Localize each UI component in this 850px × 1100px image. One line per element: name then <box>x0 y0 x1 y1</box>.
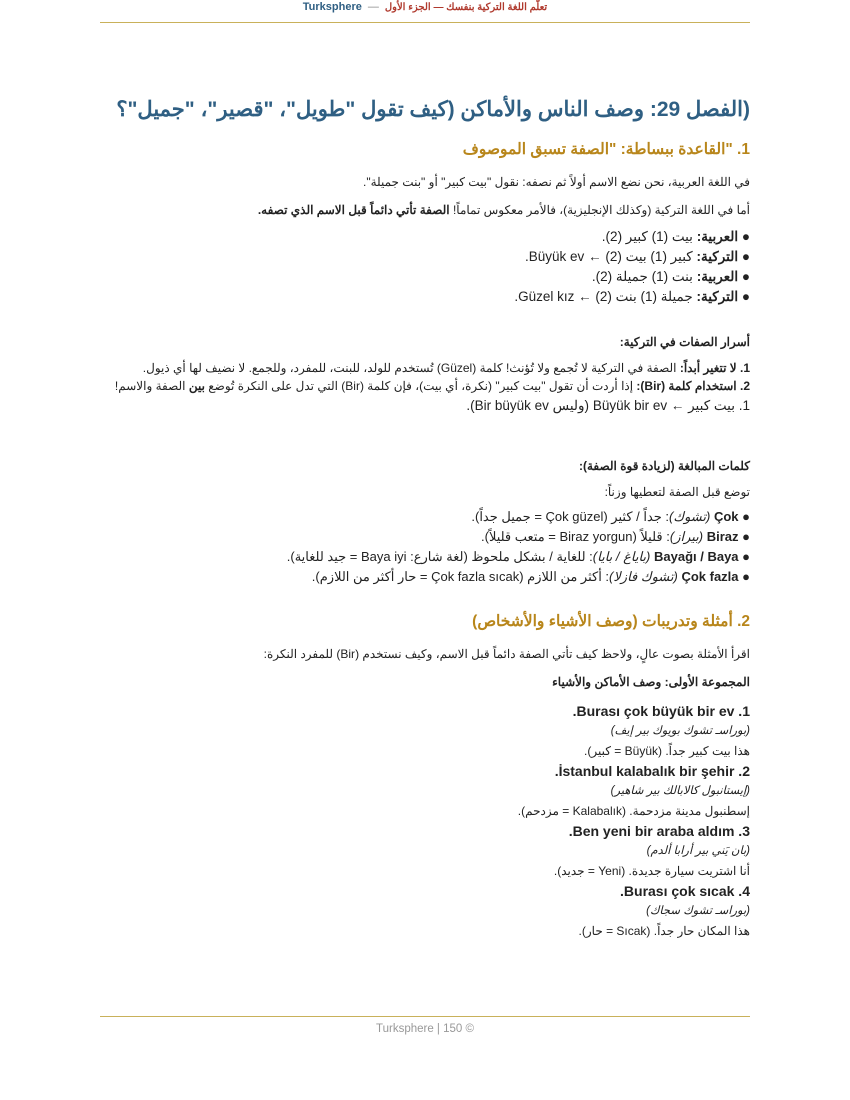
arabic-translation: هذا المكان حار جداً. (Sıcak = حار). <box>578 924 750 938</box>
header-brand: Turksphere <box>302 1 362 13</box>
rule-example <box>100 247 750 267</box>
intensity-phonetic: (تشوك فازلا) <box>609 569 682 584</box>
intensity-title: كلمات المبالغة (لزيادة قوة الصفة): <box>578 459 750 473</box>
section1-title: 1. "القاعدة ببساطة: "الصفة تسبق الموصوف <box>462 141 750 158</box>
arabic-translation: هذا بيت كبير جداً. (Büyük = كبير). <box>584 744 750 758</box>
intensity-phonetic: (بيراز) <box>669 529 707 544</box>
intensity-text: : قليلاً (Biraz yorgun = متعب قليلاً). <box>481 529 670 544</box>
rule-example-label: ● التركية: <box>696 289 750 304</box>
secret-2-label: 2. استخدام كلمة (Bir): <box>636 379 750 393</box>
secret-1 <box>100 359 750 377</box>
intensity-list <box>100 507 750 587</box>
rule-example-text: بيت (1) كبير (2). <box>601 229 697 244</box>
practice-example <box>100 881 750 941</box>
intensity-text: : جداً / كثير (Çok güzel = جميل جداً). <box>471 509 670 524</box>
practice-example <box>100 701 750 761</box>
page-header <box>100 0 750 23</box>
intensity-text: : أكثر من اللازم (Çok fazla sıcak = حار أكثر من اللازم). <box>311 569 610 584</box>
secret-2 <box>100 377 750 395</box>
intensity-word: ● Çok fazla <box>681 569 750 584</box>
section1-paragraph-1: في اللغة العربية، نحن نضع الاسم أولاً ثم نصفه: نقول "بيت كبير" أو "بنت جميلة". <box>363 175 750 189</box>
arabic-translation: أنا اشتريت سيارة جديدة. (Yeni = جديد). <box>553 864 750 878</box>
secret-1-label: 1. لا تتغير أبداً: <box>679 361 750 375</box>
intensity-text: : للغاية / بشكل ملحوظ (لغة شارع: Baya iyi = جيد للغاية). <box>286 549 593 564</box>
header-separator: — <box>367 1 379 13</box>
phonetic-transcription: (بوراسـ تشوك سجاك) <box>646 905 750 917</box>
rule-example <box>100 287 750 307</box>
intensity-item <box>100 527 750 547</box>
header-subtitle: تعلّم اللغة التركية بنفسك — الجزء الأول <box>384 2 548 13</box>
rule-example-label: ● التركية: <box>696 249 750 264</box>
phonetic-transcription: (بوراسـ تشوك بويوك بير إيف) <box>610 725 750 737</box>
section2-intro: اقرأ الأمثلة بصوت عالٍ، ولاحظ كيف تأتي الصفة دائماً قبل الاسم، وكيف نستخدم (Bir) للمفرد النكرة: <box>263 647 750 661</box>
practice-example <box>100 761 750 821</box>
intensity-item <box>100 547 750 567</box>
section2-title: 2. أمثلة وتدريبات (وصف الأشياء والأشخاص) <box>472 613 750 630</box>
secrets-title: أسرار الصفات في التركية: <box>619 335 750 349</box>
group-title: المجموعة الأولى: وصف الأماكن والأشياء <box>552 675 750 689</box>
rule-examples-list <box>100 227 750 307</box>
intensity-intro: توضع قبل الصفة لتعطيها وزناً: <box>604 485 750 499</box>
rule-example <box>100 227 750 247</box>
rule-example-text: كبير (1) بيت (2) ← Büyük ev. <box>525 249 697 264</box>
rule-example-text: جميلة (1) بنت (2) ← Güzel kız. <box>514 289 697 304</box>
turkish-sentence: 2. İstanbul kalabalık bir şehir. <box>554 763 750 779</box>
intensity-word: ● Bayağı / Baya <box>653 549 750 564</box>
rule-example-label: ● العربية: <box>696 229 750 244</box>
intensity-item <box>100 567 750 587</box>
secret-2-text: إذا أردت أن تقول "بيت كبير" (نكرة، أي بيت)، فإن كلمة (Bir) التي تدل على النكرة تُوضع <box>204 379 637 393</box>
intensity-item <box>100 507 750 527</box>
phonetic-transcription: (بان يَني بير أرابا ألدم) <box>646 845 750 857</box>
intensity-phonetic: (باياغ / بايا) <box>592 549 654 564</box>
chapter-title: (الفصل 29: وصف الناس والأماكن (كيف تقول "طويل"، "قصير"، "جميل"؟ <box>116 98 750 121</box>
p2-text: أما في اللغة التركية (وكذلك الإنجليزية)، فالأمر معكوس تماماً! <box>449 203 750 217</box>
turkish-sentence: 3. Ben yeni bir araba aldım. <box>568 823 750 839</box>
rule-example <box>100 267 750 287</box>
turkish-sentence: 1. Burası çok büyük bir ev. <box>572 703 750 719</box>
intensity-word: ● Çok <box>713 509 750 524</box>
intensity-word: ● Biraz <box>706 529 750 544</box>
secret-1-text: الصفة في التركية لا تُجمع ولا تُؤنث! كلمة (Güzel) تُستخدم للولد، للبنت، للمفرد، وللجمع. لا نضيف لها أي ذيول. <box>142 361 680 375</box>
page-footer: Turksphere | 150 © <box>100 1016 750 1035</box>
section1-paragraph-2 <box>100 201 750 219</box>
secret-2-example: 1. بيت كبير ← Büyük bir ev (وليس Bir büyük ev). <box>466 398 750 413</box>
turkish-sentence: 4. Burası çok sıcak. <box>620 883 750 899</box>
intensity-phonetic: (تشوك) <box>669 509 714 524</box>
practice-example <box>100 821 750 881</box>
rule-example-text: بنت (1) جميلة (2). <box>591 269 697 284</box>
secret-2-text-end: الصفة والاسم! <box>114 379 189 393</box>
rule-example-label: ● العربية: <box>696 269 750 284</box>
secret-2-bold: بين <box>188 379 205 393</box>
practice-examples <box>100 701 750 941</box>
phonetic-transcription: (إيستانبول كالابالك بير شاهير) <box>610 785 750 797</box>
arabic-translation: إسطنبول مدينة مزدحمة. (Kalabalık = مزدحم). <box>517 804 750 818</box>
page-content <box>100 95 750 941</box>
p2-bold: الصفة تأتي دائماً قبل الاسم الذي تصفه. <box>257 203 450 217</box>
